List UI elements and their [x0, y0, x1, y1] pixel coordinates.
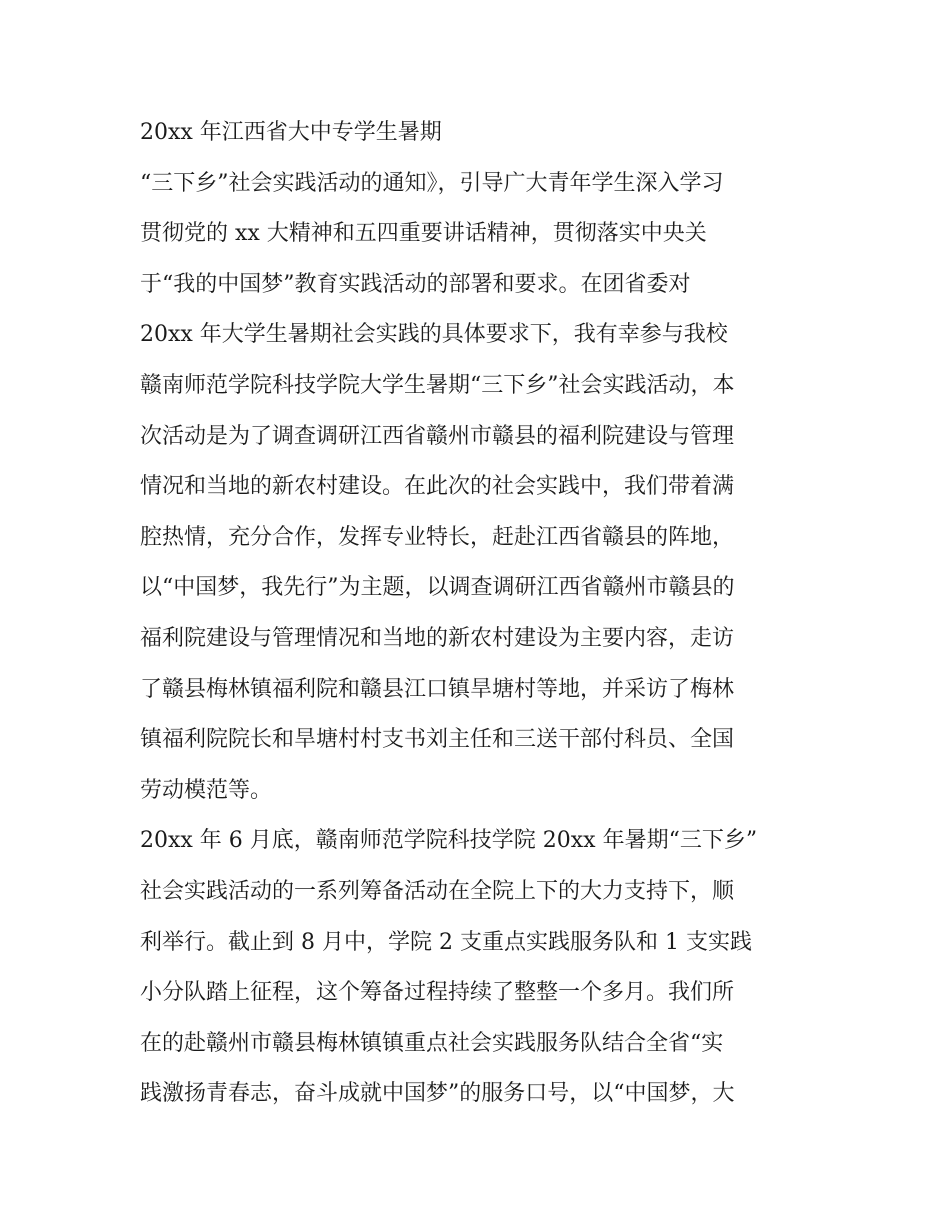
text-line: 赣南师范学院科技学院大学生暑期“三下乡”社会实践活动，本	[140, 372, 735, 398]
text-line: 镇福利院院长和旱塘村村支书刘主任和三送干部付科员、全国	[140, 727, 735, 753]
text-line: 劳动模范等。	[140, 777, 273, 803]
text-line: 在的赴赣州市赣县梅林镇镇重点社会实践服务队结合全省“实	[140, 1030, 724, 1056]
text-line: 20xx 年大学生暑期社会实践的具体要求下，我有幸参与我校	[140, 322, 728, 348]
text-line: 贯彻党的 xx 大精神和五四重要讲话精神，贯彻落实中央关	[140, 221, 707, 247]
text-line: 了赣县梅林镇福利院和赣县江口镇旱塘村等地，并采访了梅林	[140, 676, 735, 702]
text-line: 20xx 年 6 月底，赣南师范学院科技学院 20xx 年暑期“三下乡”	[140, 828, 758, 854]
text-line: “三下乡”社会实践活动的通知》，引导广大青年学生深入学习	[140, 170, 724, 196]
text-line: 情况和当地的新农村建设。在此次的社会实践中，我们带着满	[140, 474, 735, 500]
text-line: 20xx 年江西省大中专学生暑期	[140, 120, 442, 145]
text-line: 小分队踏上征程，这个筹备过程持续了整整一个多月。我们所	[140, 980, 735, 1006]
text-line: 福利院建设与管理情况和当地的新农村建设为主要内容，走访	[140, 625, 735, 651]
document-body	[140, 108, 820, 1120]
text-line: 以“中国梦，我先行”为主题，以调查调研江西省赣州市赣县的	[140, 575, 735, 601]
text-line: 践激扬青春志，奋斗成就中国梦”的服务口号，以“中国梦，大	[140, 1081, 735, 1107]
text-line: 利举行。截止到 8 月中，学院 2 支重点实践服务队和 1 支实践	[140, 929, 752, 955]
text-line: 次活动是为了调查调研江西省赣州市赣县的福利院建设与管理	[140, 423, 735, 449]
text-line: 腔热情，充分合作，发挥专业特长，赶赴江西省赣县的阵地，	[140, 524, 735, 550]
text-line: 于“我的中国梦”教育实践活动的部署和要求。在团省委对	[140, 271, 691, 297]
text-line: 社会实践活动的一系列筹备活动在全院上下的大力支持下，顺	[140, 878, 735, 904]
